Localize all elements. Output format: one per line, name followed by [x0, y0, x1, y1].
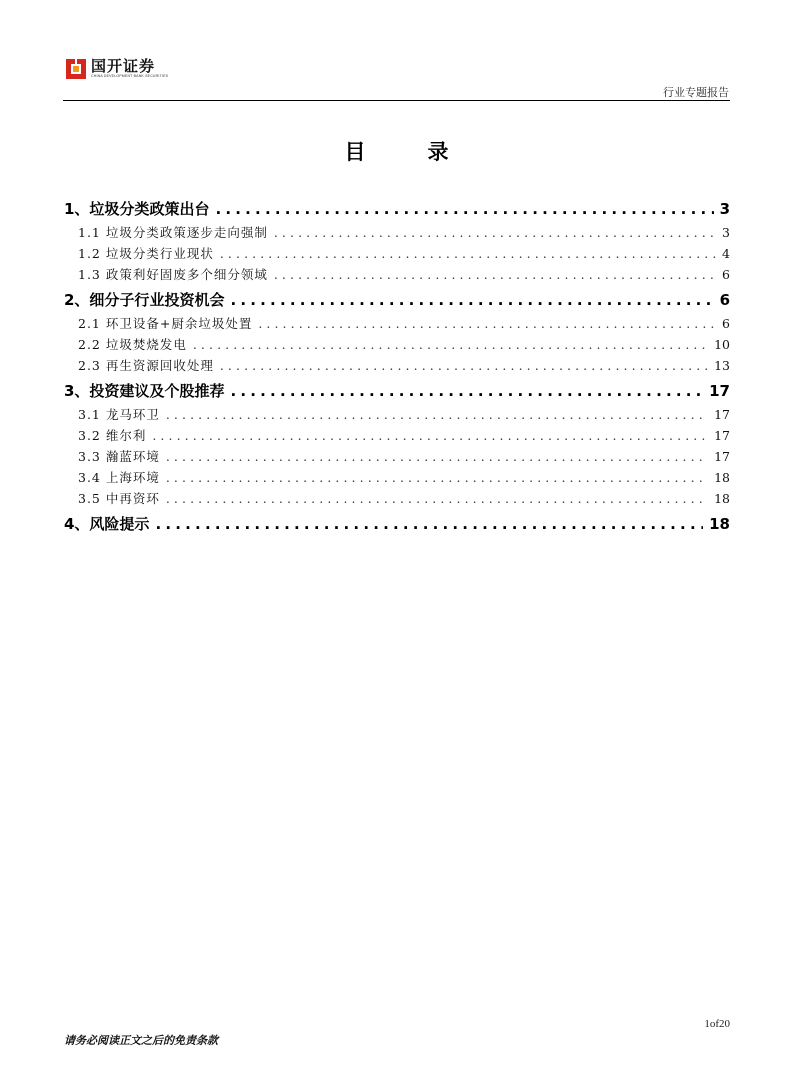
toc-leader-dots — [166, 467, 708, 488]
toc-page-number: 3 — [719, 200, 730, 218]
toc-section-2[interactable] — [64, 287, 730, 313]
toc-page-number: 3 — [722, 225, 730, 240]
toc-leader-dots — [166, 446, 708, 467]
toc-subsection-3-1[interactable] — [64, 404, 730, 425]
toc-entry-label: 2.1 环卫设备+厨余垃圾处置 — [78, 316, 253, 331]
toc-leader-dots — [152, 425, 708, 446]
page-indicator: 1of20 — [704, 1018, 730, 1030]
toc-subsection-1-2[interactable] — [64, 243, 730, 264]
toc-page-number: 17 — [714, 428, 730, 443]
toc-page-number: 6 — [719, 291, 730, 309]
toc-page-number: 18 — [714, 491, 730, 506]
toc-leader-dots — [274, 264, 716, 285]
toc-entry-label: 3、投资建议及个股推荐 — [64, 382, 225, 400]
toc-entry-label: 1.1 垃圾分类政策逐步走向强制 — [78, 225, 268, 240]
toc-subsection-3-4[interactable] — [64, 467, 730, 488]
toc-leader-dots — [193, 334, 708, 355]
toc-entry-label: 3.1 龙马环卫 — [78, 407, 160, 422]
toc-page-number: 4 — [722, 246, 730, 261]
toc-leader-dots — [166, 488, 708, 509]
toc-entry-label: 3.2 维尔利 — [78, 428, 147, 443]
toc-page-number: 17 — [709, 382, 730, 400]
header-divider — [63, 100, 730, 101]
logo-mark-icon — [66, 59, 86, 79]
toc-entry-label: 2、细分子行业投资机会 — [64, 291, 225, 309]
table-of-contents — [64, 194, 730, 537]
company-logo — [66, 58, 168, 79]
toc-subsection-1-1[interactable] — [64, 222, 730, 243]
toc-subsection-2-1[interactable] — [64, 313, 730, 334]
toc-section-1[interactable] — [64, 196, 730, 222]
toc-leader-dots — [230, 287, 713, 313]
toc-page-number: 10 — [714, 337, 730, 352]
toc-subsection-3-3[interactable] — [64, 446, 730, 467]
toc-entry-label: 1.2 垃圾分类行业现状 — [78, 246, 214, 261]
toc-entry-label: 2.3 再生资源回收处理 — [78, 358, 214, 373]
toc-entry-label: 3.5 中再资环 — [78, 491, 160, 506]
toc-page-number: 18 — [709, 515, 730, 533]
toc-subsection-3-5[interactable] — [64, 488, 730, 509]
toc-leader-dots — [220, 243, 716, 264]
toc-leader-dots — [166, 404, 708, 425]
toc-subsection-2-2[interactable] — [64, 334, 730, 355]
toc-page-number: 17 — [714, 407, 730, 422]
logo-name: 国开证券 — [91, 57, 156, 75]
toc-leader-dots — [155, 511, 703, 537]
toc-leader-dots — [274, 222, 716, 243]
toc-page-number: 18 — [714, 470, 730, 485]
toc-section-3[interactable] — [64, 378, 730, 404]
page-title: 目录 — [344, 140, 511, 164]
toc-page-number: 6 — [722, 316, 730, 331]
toc-entry-label: 3.4 上海环境 — [78, 470, 160, 485]
toc-subsection-1-3[interactable] — [64, 264, 730, 285]
toc-page-number: 6 — [722, 267, 730, 282]
toc-entry-label: 4、风险提示 — [64, 515, 150, 533]
toc-section-4[interactable] — [64, 511, 730, 537]
toc-subsection-3-2[interactable] — [64, 425, 730, 446]
toc-leader-dots — [230, 378, 703, 404]
toc-entry-label: 1、垃圾分类政策出台 — [64, 200, 210, 218]
toc-leader-dots — [258, 313, 716, 334]
toc-leader-dots — [215, 196, 713, 222]
toc-entry-label: 1.3 政策利好固废多个细分领域 — [78, 267, 268, 282]
toc-subsection-2-3[interactable] — [64, 355, 730, 376]
toc-entry-label: 2.2 垃圾焚烧发电 — [78, 337, 187, 352]
toc-leader-dots — [220, 355, 708, 376]
toc-entry-label: 3.3 瀚蓝环境 — [78, 449, 160, 464]
toc-page-number: 17 — [714, 449, 730, 464]
toc-page-number: 13 — [714, 358, 730, 373]
disclaimer-note: 请务必阅读正文之后的免责条款 — [64, 1034, 218, 1047]
report-type-label: 行业专题报告 — [663, 86, 729, 99]
logo-subtitle: CHINA DEVELOPMENT BANK SECURITIES — [91, 74, 169, 78]
